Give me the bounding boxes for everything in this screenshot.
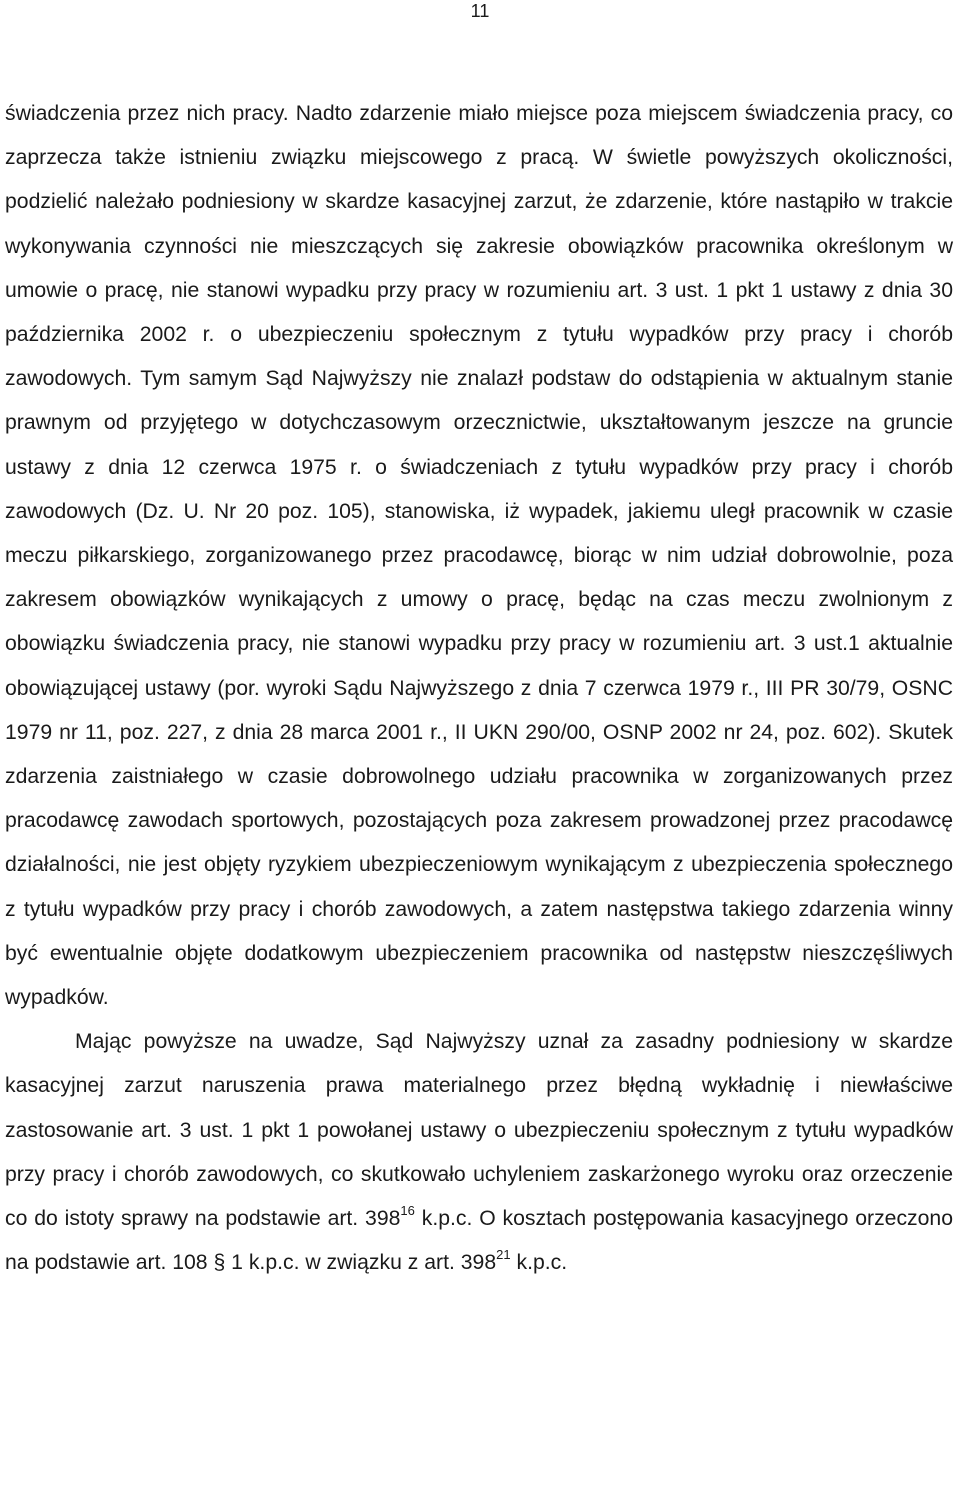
paragraph-2 — [5, 1020, 953, 1285]
paragraph-1: świadczenia przez nich pracy. Nadto zdarzenie miało miejsce poza miejscem świadczenia pracy, co zaprzecza także istnieniu związku miejscowego z pracą. W świetle powyższych okoliczności, podzielić należało podniesiony w skardze kasacyjnej zarzut, że zdarzenie, które nastąpiło w trakcie wykonywania czynności nie mieszczących się zakresie obowiązków pracownika określonym w umowie o pracę, nie stanowi wypadku przy pracy w rozumieniu art. 3 ust. 1 pkt 1 ustawy z dnia 30 października 2002 r. o ubezpieczeniu społecznym z tytułu wypadków przy pracy i chorób zawodowych. Tym samym Sąd Najwyższy nie znalazł podstaw do odstąpienia w aktualnym stanie prawnym od przyjętego w dotychczasowym orzecznictwie, ukształtowanym jeszcze na gruncie ustawy z dnia 12 czerwca 1975 r. o świadczeniach z tytułu wypadków przy pracy i chorób zawodowych (Dz. U. Nr 20 poz. 105), stanowiska, iż wypadek, jakiemu uległ pracownik w czasie meczu piłkarskiego, zorganizowanego przez pracodawcę, biorąc w nim udział dobrowolnie, poza zakresem obowiązków wynikających z umowy o pracę, będąc na czas meczu zwolnionym z obowiązku świadczenia pracy, nie stanowi wypadku przy pracy w rozumieniu art. 3 ust.1 aktualnie obowiązującej ustawy (por. wyroki Sądu Najwyższego z dnia 7 czerwca 1979 r., III PR 30/79, OSNC 1979 nr 11, poz. 227, z dnia 28 marca 2001 r., II UKN 290/00, OSNP 2002 nr 24, poz. 602). Skutek zdarzenia zaistniałego w czasie dobrowolnego udziału pracownika w zorganizowanych przez pracodawcę zawodach sportowych, pozostających poza zakresem prowadzonej przez pracodawcę działalności, nie jest objęty ryzykiem ubezpieczeniowym wynikającym z ubezpieczenia społecznego z tytułu wypadków przy pracy i chorób zawodowych, a zatem następstwa takiego zdarzenia winny być ewentualnie objęte dodatkowym ubezpieczeniem pracownika od następstw nieszczęśliwych wypadków. — [5, 102, 953, 1010]
superscript-21: 21 — [496, 1247, 511, 1263]
paragraph-2-text-2: k.p.c. O kosztach postępowania kasacyjnego orzeczono na podstawie art. 108 — [5, 1207, 953, 1275]
paragraph-2-text-1: Mając powyższe na uwadze, Sąd Najwyższy uznał za zasadny podniesiony w skardze kasacyjnej zarzut naruszenia prawa materialnego przez błędną wykładnię i niewłaściwe zastosowanie art. 3 ust. 1 pkt 1 powołanej ustawy o ubezpieczeniu społecznym z tytułu wypadków przy pracy i chorób zawodowych, co skutkowało uchyleniem zaskarżonego wyroku oraz orzeczenie co do istoty sprawy na podstawie art. 398 — [5, 1030, 953, 1231]
paragraph-2-text-3: 1 k.p.c. w związku z art. 398 — [225, 1251, 497, 1275]
section-sign: § — [213, 1251, 226, 1275]
superscript-16: 16 — [400, 1203, 415, 1219]
page-number: 11 — [470, 1, 490, 21]
paragraph-2-text-4: k.p.c. — [510, 1251, 568, 1275]
document-body — [5, 92, 953, 1285]
